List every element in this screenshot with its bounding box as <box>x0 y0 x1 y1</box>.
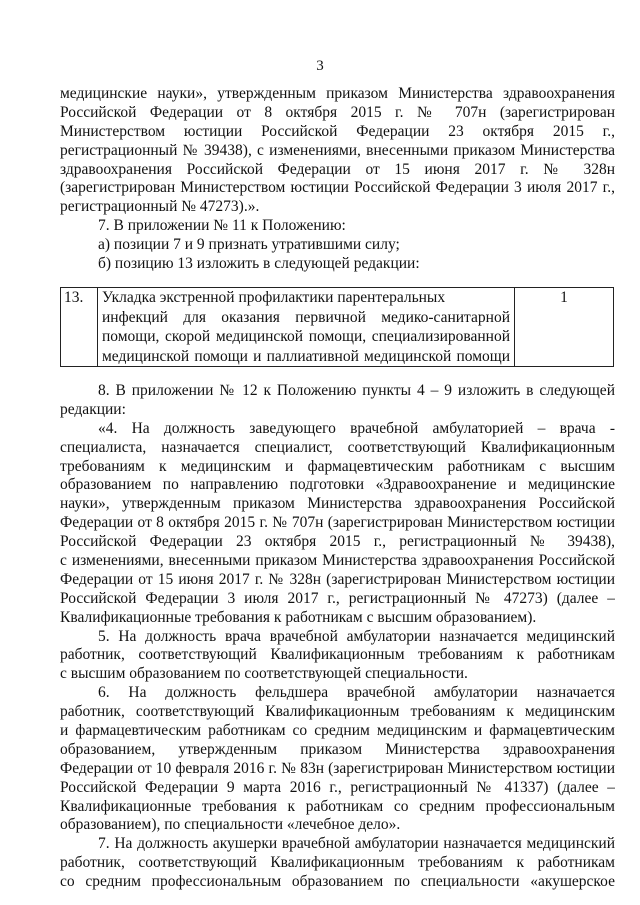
text-line: регистрационный № 39438), с изменениями, внесенными приказом Министерства <box>60 141 615 159</box>
text-line: образованием по направлению подготовки «Здравоохранение и медицинские <box>60 476 615 494</box>
position-name-line: медицинской помощи и паллиативной медицинской помощи <box>102 347 510 365</box>
position-name-cell <box>98 288 515 367</box>
text-line: образованием, утвержденным приказом Министерства здравоохранения <box>60 740 615 758</box>
text-line: Российской Федерации от 8 октября 2015 г. № 707н (зарегистрирован <box>60 103 615 121</box>
text-line: со средним профессиональным образованием по специальности «акушерское <box>60 873 615 891</box>
paragraph-block-top <box>60 85 615 274</box>
text-line: регистрационный № 47273).». <box>60 198 260 216</box>
text-line: а) позиции 7 и 9 признать утратившими силу; <box>98 236 400 254</box>
positions-table <box>60 287 614 367</box>
text-line: работник, соответствующий Квалификационным требованиям к работникам <box>60 646 615 664</box>
position-number-cell: 13. <box>61 288 98 367</box>
text-line: науки», утвержденным приказом Министерства здравоохранения Российской <box>60 495 615 513</box>
text-line: редакции: <box>60 400 126 418</box>
text-line: медицинские науки», утвержденным приказом Министерства здравоохранения <box>60 85 615 102</box>
position-name-line: Укладка экстренной профилактики парентеральных <box>102 289 446 306</box>
text-line: Министерством юстиции Российской Федерации 23 октября 2015 г., <box>60 122 615 140</box>
text-line: Квалификационные требования к работникам со средним профессиональным <box>60 797 615 815</box>
text-line: с изменениями, внесенными приказом Министерства здравоохранения Российской <box>60 552 615 570</box>
text-line: специалиста, назначается специалист, соответствующий Квалификационным <box>60 438 615 456</box>
text-line: и фармацевтическим работникам со средним медицинским и фармацевтическим <box>60 722 615 740</box>
table-row <box>61 288 614 367</box>
text-line: Российской Федерации 9 марта 2016 г., регистрационный № 41337) (далее – <box>60 778 615 796</box>
text-line: Российской Федерации 23 октября 2015 г., регистрационный № 39438), <box>60 533 615 551</box>
text-line: Федерации от 8 октября 2015 г. № 707н (зарегистрирован Министерством юстиции <box>60 514 615 532</box>
text-line: работник, соответствующий Квалификационным требованиям к работникам <box>60 854 615 872</box>
text-line: Федерации от 15 июня 2017 г. № 328н (зарегистрирован Министерством юстиции <box>60 570 615 588</box>
text-line: с высшим образованием по соответствующей специальности. <box>60 665 468 683</box>
text-line: 8. В приложении № 12 к Положению пункты 4 – 9 изложить в следующей <box>98 382 615 399</box>
text-line: Федерации от 10 февраля 2016 г. № 83н (зарегистрирован Министерством юстиции <box>60 759 615 777</box>
text-line: 6. На должность фельдшера врачебной амбулатории назначается <box>98 684 615 702</box>
position-name-line: инфекций для оказания первичной медико-санитарной <box>102 308 510 326</box>
text-line: работник, соответствующий Квалификационным требованиям к медицинским <box>60 703 615 721</box>
position-name-line: помощи, скорой медицинской помощи, специализированной <box>102 328 510 345</box>
text-line: Квалификационные требования к работникам с высшим образованием). <box>60 608 537 626</box>
quantity-cell: 1 <box>515 288 614 367</box>
text-line: б) позицию 13 изложить в следующей редакции: <box>98 255 420 273</box>
paragraph-block-main <box>60 382 615 892</box>
text-line: (зарегистрирован Министерством юстиции Российской Федерации 3 июля 2017 г., <box>60 179 615 197</box>
text-line: 5. На должность врача врачебной амбулатории назначается медицинский <box>98 627 615 645</box>
text-line: здравоохранения Российской Федерации от 15 июня 2017 г. № 328н <box>60 160 615 178</box>
text-line: Российской Федерации 3 июля 2017 г., регистрационный № 47273) (далее – <box>60 589 615 607</box>
text-line: 7. На должность акушерки врачебной амбулатории назначается медицинский <box>98 835 615 853</box>
text-line: 7. В приложении № 11 к Положению: <box>98 217 346 235</box>
page-number: 3 <box>316 58 324 74</box>
text-line: «4. На должность заведующего врачебной амбулаторией – врача - <box>98 419 615 437</box>
text-line: образованием), по специальности «лечебное дело». <box>60 816 401 834</box>
text-line: требованиям к медицинским и фармацевтическим работникам с высшим <box>60 457 615 475</box>
